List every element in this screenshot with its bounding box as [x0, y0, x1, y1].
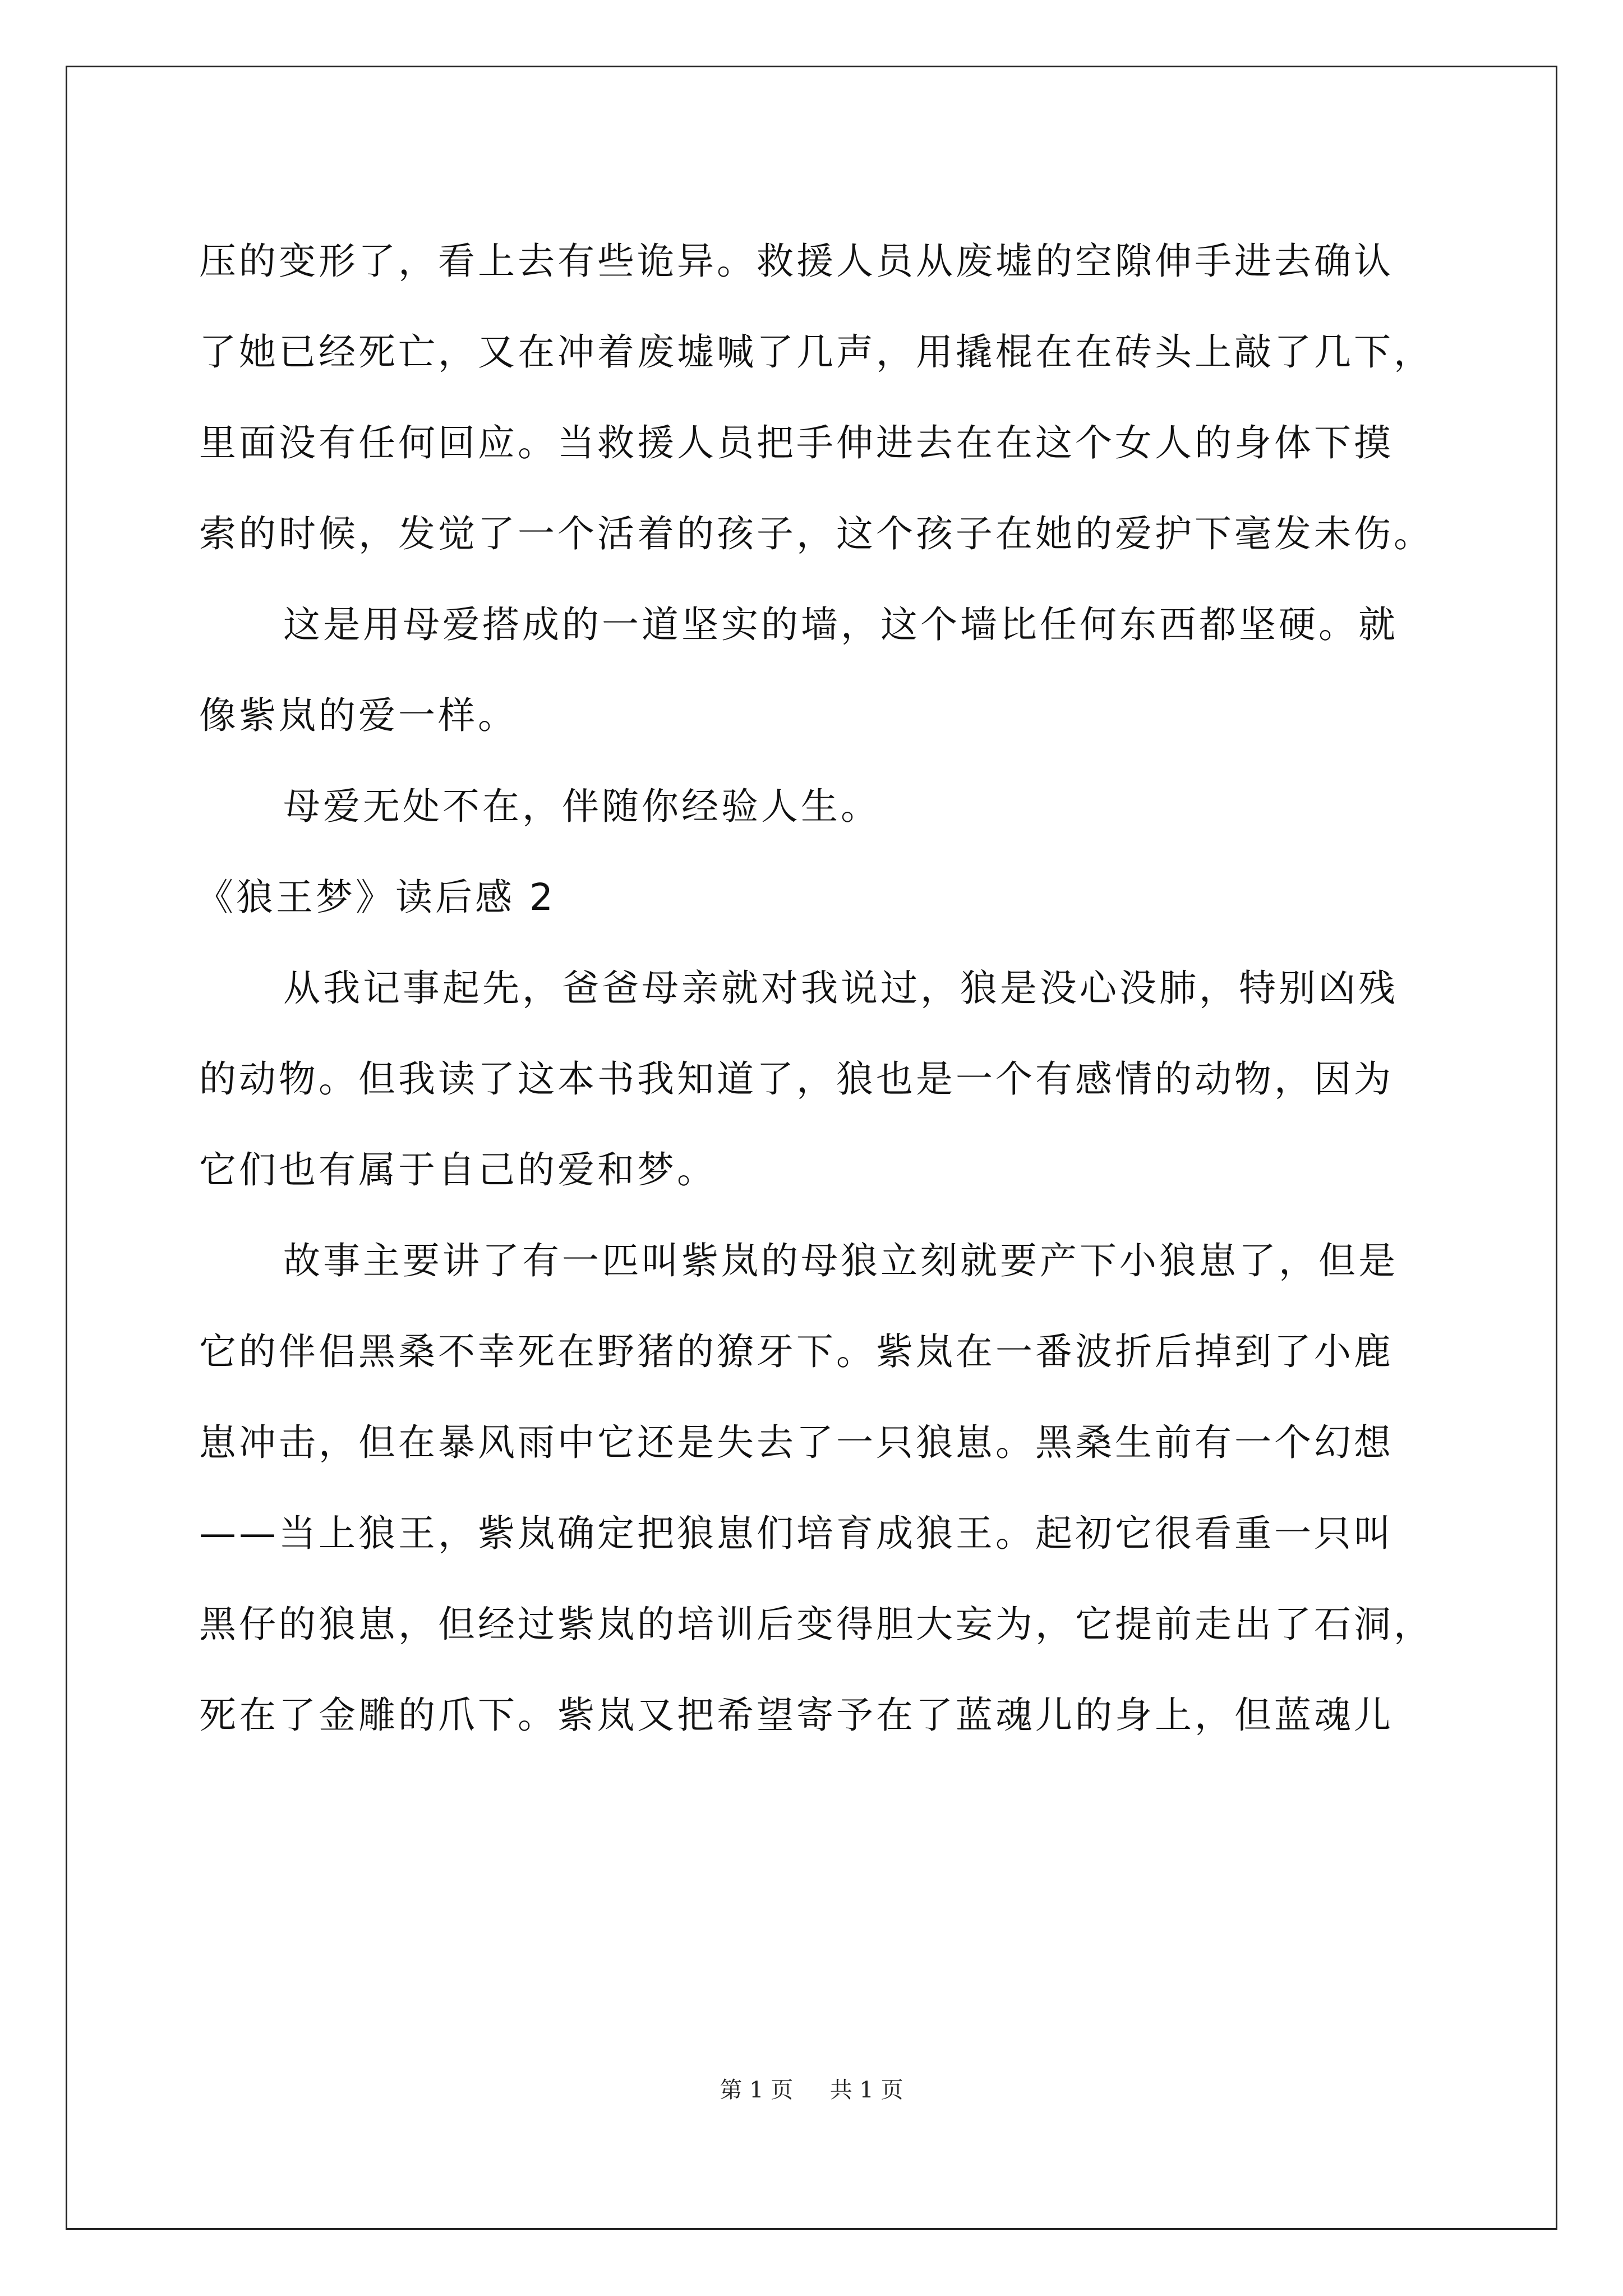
page-total: 共 1 页	[829, 2077, 903, 2103]
text-line: 里面没有任何回应。当救援人员把手伸进去在在这个女人的身体下摸	[199, 421, 1394, 464]
text-line: 的动物。但我读了这本书我知道了，狼也是一个有感情的动物，因为	[199, 1057, 1394, 1101]
paragraph-start: 从我记事起先，爸爸母亲就对我说过，狼是没心没肺，特别凶残	[283, 967, 1398, 1010]
text-line: 它的伴侣黑桑不幸死在野猪的獠牙下。紫岚在一番波折后掉到了小鹿	[199, 1330, 1394, 1373]
text-line: 像紫岚的爱一样。	[199, 694, 518, 737]
page-number: 第 1 页	[720, 2077, 794, 2103]
text-line: 压的变形了，看上去有些诡异。救援人员从废墟的空隙伸手进去确认	[199, 240, 1394, 283]
text-line: 它们也有属于自己的爱和梦。	[199, 1148, 717, 1191]
text-line: ——当上狼王，紫岚确定把狼崽们培育成狼王。起初它很看重一只叫	[199, 1512, 1394, 1555]
document-body	[196, 216, 1436, 1761]
text-line: 死在了金雕的爪下。紫岚又把希望寄予在了蓝魂儿的身上，但蓝魂儿	[199, 1694, 1394, 1737]
text-line: 黑仔的狼崽，但经过紫岚的培训后变得胆大妄为，它提前走出了石洞，	[199, 1603, 1433, 1646]
text-line: 了她已经死亡，又在冲着废墟喊了几声，用撬棍在在砖头上敲了几下，	[199, 330, 1433, 374]
section-title: 《狼王梦》读后感 2	[196, 876, 556, 919]
paragraph-start: 母爱无处不在，伴随你经验人生。	[283, 785, 880, 828]
paragraph-start: 这是用母爱搭成的一道坚实的墙，这个墙比任何东西都坚硬。就	[283, 603, 1398, 646]
text-line: 崽冲击，但在暴风雨中它还是失去了一只狼崽。黑桑生前有一个幻想	[199, 1421, 1394, 1464]
page-footer	[0, 2072, 1623, 2104]
paragraph-start: 故事主要讲了有一匹叫紫岚的母狼立刻就要产下小狼崽了，但是	[283, 1239, 1398, 1282]
text-line: 索的时候，发觉了一个活着的孩子，这个孩子在她的爱护下毫发未伤。	[199, 512, 1433, 555]
